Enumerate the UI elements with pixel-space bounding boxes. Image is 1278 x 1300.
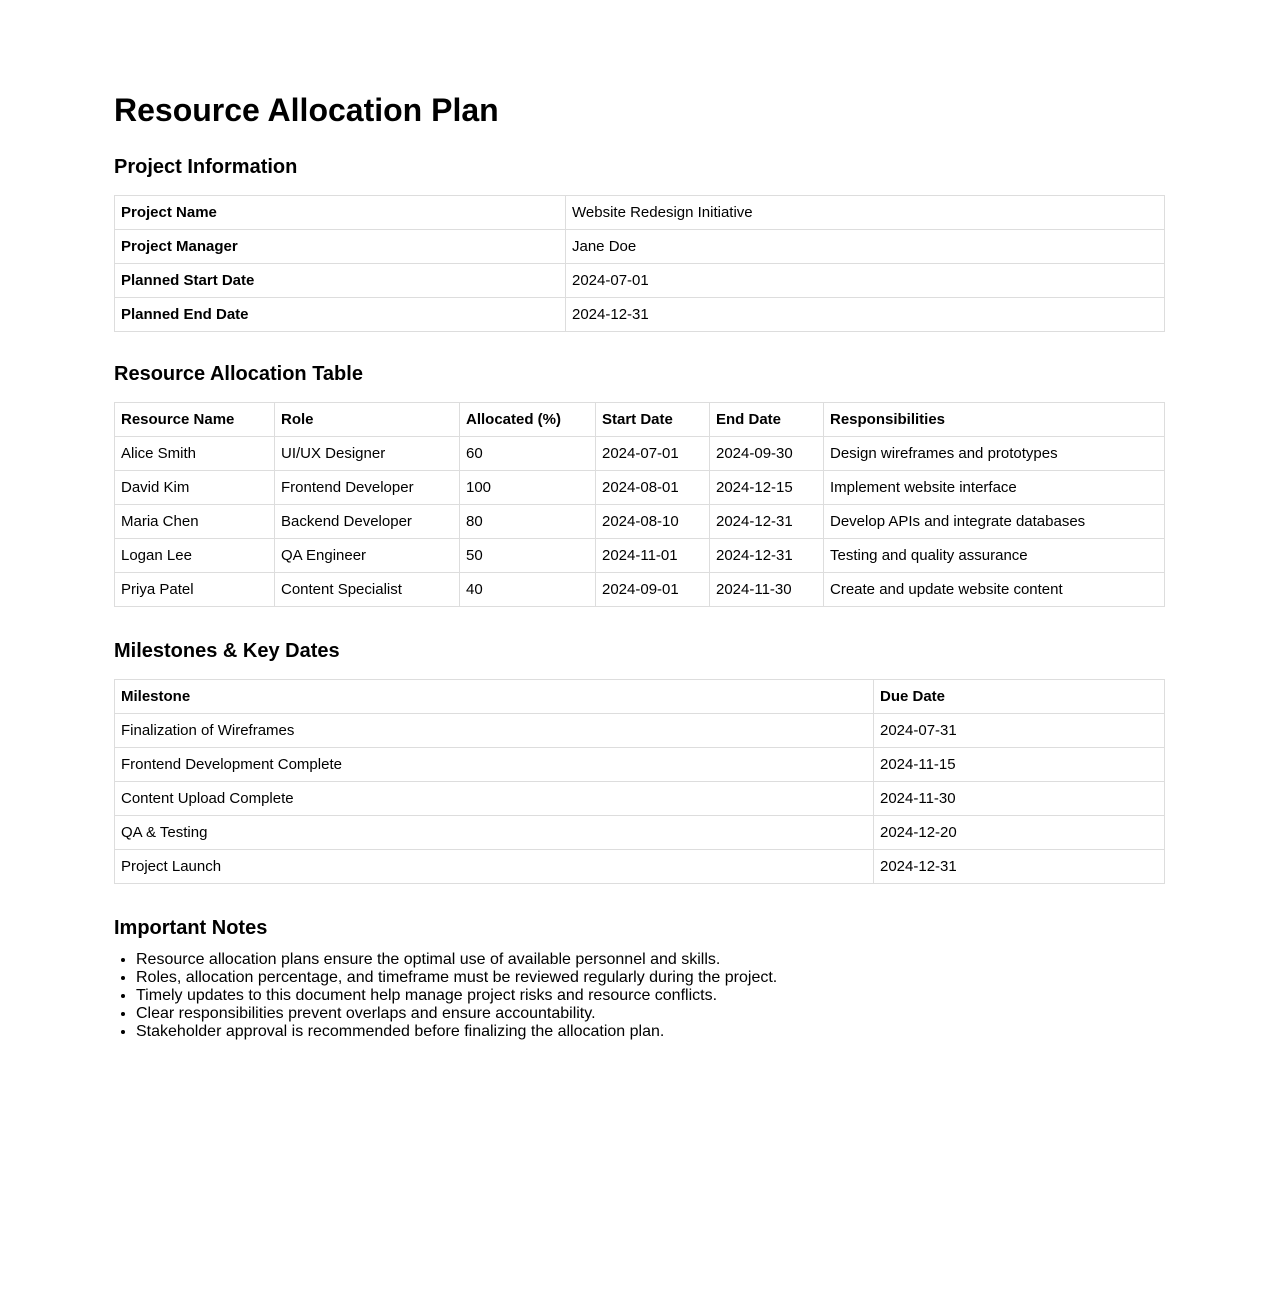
column-header: End Date [710, 403, 824, 437]
list-item: • Stakeholder approval is recommended before finalizing the allocation plan. [136, 1023, 1164, 1041]
planned-start-date-value: 2024-07-01 [566, 264, 1165, 298]
resource-name-cell: David Kim [115, 471, 275, 505]
table-row [115, 230, 1165, 264]
table-row [115, 298, 1165, 332]
table-row [115, 437, 1165, 471]
planned-end-date-label: Planned End Date [115, 298, 566, 332]
column-header: Resource Name [115, 403, 275, 437]
milestone-cell: Project Launch [115, 850, 874, 884]
project-info-table [114, 195, 1165, 332]
table-row [115, 196, 1165, 230]
project-manager-value: Jane Doe [566, 230, 1165, 264]
role-cell: QA Engineer [275, 539, 460, 573]
table-row [115, 748, 1165, 782]
project-name-value: Website Redesign Initiative [566, 196, 1165, 230]
allocated-cell: 100 [460, 471, 596, 505]
end-date-cell: 2024-12-15 [710, 471, 824, 505]
due-date-cell: 2024-11-15 [874, 748, 1165, 782]
resource-name-cell: Maria Chen [115, 505, 275, 539]
page-title: Resource Allocation Plan [114, 92, 499, 128]
role-cell: Frontend Developer [275, 471, 460, 505]
column-header: Allocated (%) [460, 403, 596, 437]
responsibilities-cell: Create and update website content [824, 573, 1165, 607]
list-item: • Timely updates to this document help manage project risks and resource conflicts. [136, 987, 1164, 1005]
start-date-cell: 2024-11-01 [596, 539, 710, 573]
end-date-cell: 2024-12-31 [710, 539, 824, 573]
milestones-heading: Milestones & Key Dates [114, 640, 340, 662]
responsibilities-cell: Develop APIs and integrate databases [824, 505, 1165, 539]
column-header: Milestone [115, 680, 874, 714]
table-row [115, 539, 1165, 573]
start-date-cell: 2024-08-01 [596, 471, 710, 505]
allocated-cell: 60 [460, 437, 596, 471]
resource-name-cell: Logan Lee [115, 539, 275, 573]
end-date-cell: 2024-11-30 [710, 573, 824, 607]
list-item: • Roles, allocation percentage, and timeframe must be reviewed regularly during the project. [136, 969, 1164, 987]
list-item: • Clear responsibilities prevent overlaps and ensure accountability. [136, 1005, 1164, 1023]
column-header: Due Date [874, 680, 1165, 714]
resource-name-cell: Priya Patel [115, 573, 275, 607]
responsibilities-cell: Implement website interface [824, 471, 1165, 505]
allocation-heading: Resource Allocation Table [114, 363, 363, 385]
milestone-cell: Content Upload Complete [115, 782, 874, 816]
allocated-cell: 40 [460, 573, 596, 607]
responsibilities-cell: Testing and quality assurance [824, 539, 1165, 573]
role-cell: Content Specialist [275, 573, 460, 607]
start-date-cell: 2024-07-01 [596, 437, 710, 471]
project-name-label: Project Name [115, 196, 566, 230]
table-row [115, 782, 1165, 816]
table-header-row [115, 680, 1165, 714]
column-header: Start Date [596, 403, 710, 437]
milestone-cell: QA & Testing [115, 816, 874, 850]
milestone-cell: Frontend Development Complete [115, 748, 874, 782]
column-header: Responsibilities [824, 403, 1165, 437]
role-cell: Backend Developer [275, 505, 460, 539]
notes-heading: Important Notes [114, 917, 268, 939]
milestones-table [114, 679, 1165, 884]
due-date-cell: 2024-12-31 [874, 850, 1165, 884]
table-row [115, 505, 1165, 539]
due-date-cell: 2024-12-20 [874, 816, 1165, 850]
table-row [115, 471, 1165, 505]
notes-list [114, 951, 1164, 1041]
table-row [115, 816, 1165, 850]
end-date-cell: 2024-12-31 [710, 505, 824, 539]
list-item: • Resource allocation plans ensure the optimal use of available personnel and skills. [136, 951, 1164, 969]
allocated-cell: 50 [460, 539, 596, 573]
responsibilities-cell: Design wireframes and prototypes [824, 437, 1165, 471]
planned-start-date-label: Planned Start Date [115, 264, 566, 298]
allocation-table [114, 402, 1165, 607]
project-manager-label: Project Manager [115, 230, 566, 264]
project-info-heading: Project Information [114, 156, 298, 178]
role-cell: UI/UX Designer [275, 437, 460, 471]
planned-end-date-value: 2024-12-31 [566, 298, 1165, 332]
end-date-cell: 2024-09-30 [710, 437, 824, 471]
table-row [115, 264, 1165, 298]
column-header: Role [275, 403, 460, 437]
table-header-row [115, 403, 1165, 437]
table-row [115, 573, 1165, 607]
table-row [115, 850, 1165, 884]
start-date-cell: 2024-09-01 [596, 573, 710, 607]
due-date-cell: 2024-07-31 [874, 714, 1165, 748]
due-date-cell: 2024-11-30 [874, 782, 1165, 816]
start-date-cell: 2024-08-10 [596, 505, 710, 539]
resource-name-cell: Alice Smith [115, 437, 275, 471]
allocated-cell: 80 [460, 505, 596, 539]
milestone-cell: Finalization of Wireframes [115, 714, 874, 748]
table-row [115, 714, 1165, 748]
